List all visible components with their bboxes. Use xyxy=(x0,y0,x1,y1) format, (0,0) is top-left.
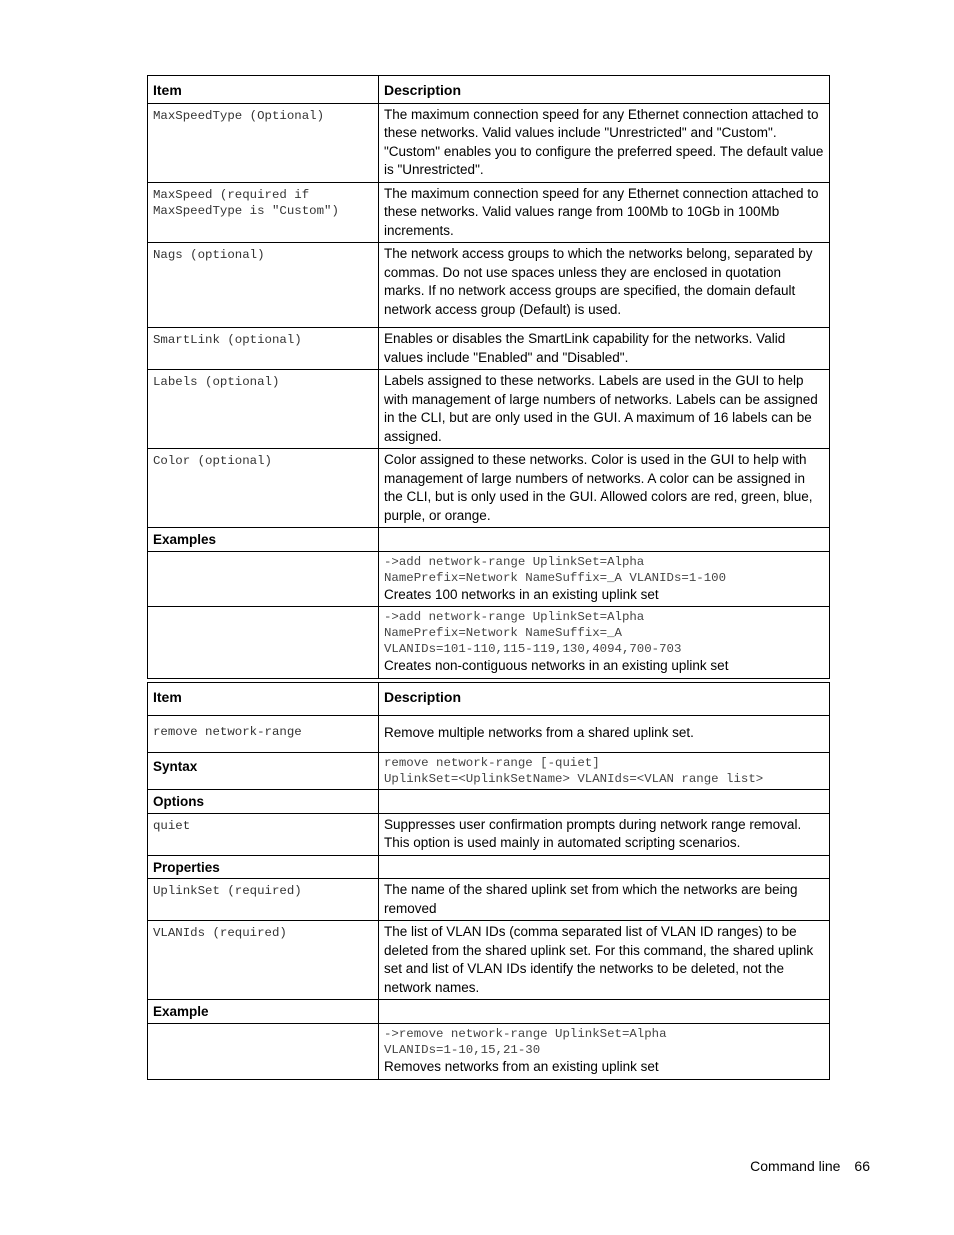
description-cell: Color assigned to these networks. Color is used in the GUI to help with management of large numbers of networks. A color can be assigned in the CLI, but is only used in the GUI. Allowed colors are red, green, blue, purple, or orange. xyxy=(379,449,830,528)
item-cell: SmartLink (optional) xyxy=(148,328,379,370)
section-row-properties xyxy=(148,855,830,879)
syntax-heading: Syntax xyxy=(148,753,379,790)
example-code: ->add network-range UplinkSet=Alpha NamePrefix=Network NameSuffix=_A VLANIDs=1-100 xyxy=(384,554,727,585)
header-description: Description xyxy=(379,683,830,716)
header-item: Item xyxy=(148,683,379,716)
table-row xyxy=(148,813,830,855)
properties-heading: Properties xyxy=(148,855,379,879)
command-table xyxy=(147,682,830,1080)
example-cell xyxy=(379,1023,830,1080)
example-code: ->add network-range UplinkSet=Alpha NamePrefix=Network NameSuffix=_A VLANIDs=101-110,115-119,130,4094,700-703 xyxy=(384,610,682,656)
table-row xyxy=(148,103,830,182)
description-cell: Enables or disables the SmartLink capability for the networks. Valid values include "Enabled" and "Disabled". xyxy=(379,328,830,370)
table-row xyxy=(148,879,830,921)
example-caption: Creates 100 networks in an existing uplink set xyxy=(384,586,659,602)
example-cell xyxy=(379,607,830,679)
syntax-cell xyxy=(379,753,830,790)
example-row xyxy=(148,607,830,679)
page-footer xyxy=(736,1158,870,1174)
syntax-row xyxy=(148,753,830,790)
page-number: 66 xyxy=(854,1158,870,1174)
option-description: Suppresses user confirmation prompts during network range removal. This option is used mainly in automated scripting scenarios. xyxy=(379,813,830,855)
table-row xyxy=(148,328,830,370)
properties-table xyxy=(147,75,830,679)
property-name: UplinkSet (required) xyxy=(148,879,379,921)
item-cell: Labels (optional) xyxy=(148,370,379,449)
item-cell: MaxSpeedType (Optional) xyxy=(148,103,379,182)
description-cell: The maximum connection speed for any Ethernet connection attached to these networks. Valid values range from 100Mb to 10Gb in 100Mb increments. xyxy=(379,182,830,243)
table-header xyxy=(148,683,830,716)
example-code: ->remove network-range UplinkSet=Alpha VLANIDs=1-10,15,21-30 xyxy=(384,1026,667,1057)
empty-cell xyxy=(148,607,379,679)
example-caption: Creates non-contiguous networks in an existing uplink set xyxy=(384,658,729,673)
empty-cell xyxy=(379,855,830,879)
property-name: VLANIds (required) xyxy=(148,921,379,1000)
item-cell: Color (optional) xyxy=(148,449,379,528)
table-header xyxy=(148,76,830,104)
item-cell: MaxSpeed (required if MaxSpeedType is "Custom") xyxy=(148,182,379,243)
empty-cell xyxy=(379,790,830,814)
description-cell: The maximum connection speed for any Ethernet connection attached to these networks. Valid values include "Unrestricted" and "Custom". "Custom" enables you to configure the preferred speed. The default value is "Unrestricted". xyxy=(379,103,830,182)
section-row-options xyxy=(148,790,830,814)
table-row xyxy=(148,921,830,1000)
examples-heading: Examples xyxy=(148,528,379,552)
empty-cell xyxy=(148,1023,379,1080)
description-cell: Labels assigned to these networks. Labels are used in the GUI to help with management of large numbers of networks. Labels can be assigned in the CLI, but are only used in the GUI. A maximum of 16 labels can be assigned. xyxy=(379,370,830,449)
property-description: The name of the shared uplink set from which the networks are being removed xyxy=(379,879,830,921)
header-item: Item xyxy=(148,76,379,104)
empty-cell xyxy=(379,528,830,552)
table-row xyxy=(148,449,830,528)
table-row xyxy=(148,370,830,449)
example-cell xyxy=(379,551,830,607)
command-row xyxy=(148,716,830,753)
empty-cell xyxy=(148,551,379,607)
footer-section-title: Command line xyxy=(750,1158,841,1174)
description-cell: The network access groups to which the networks belong, separated by commas. Do not use spaces unless they are enclosed in quotation marks. If no network access groups are specified, the domain default network access group (Default) is used. xyxy=(379,243,830,328)
option-name: quiet xyxy=(148,813,379,855)
command-description: Remove multiple networks from a shared uplink set. xyxy=(379,716,830,753)
example-row xyxy=(148,551,830,607)
item-cell: Nags (optional) xyxy=(148,243,379,328)
example-heading: Example xyxy=(148,1000,379,1024)
section-row-examples xyxy=(148,528,830,552)
syntax-code: remove network-range [-quiet] UplinkSet=<UplinkSetName> VLANIds=<VLAN range list> xyxy=(384,756,764,786)
command-name: remove network-range xyxy=(148,716,379,753)
section-row-example xyxy=(148,1000,830,1024)
table-row xyxy=(148,243,830,328)
header-description: Description xyxy=(379,76,830,104)
property-description: The list of VLAN IDs (comma separated list of VLAN ID ranges) to be deleted from the shared uplink set. For this command, the shared uplink set and list of VLAN IDs identify the networks to be deleted, not the network names. xyxy=(379,921,830,1000)
options-heading: Options xyxy=(148,790,379,814)
empty-cell xyxy=(379,1000,830,1024)
example-row xyxy=(148,1023,830,1080)
table-row xyxy=(148,182,830,243)
example-caption: Removes networks from an existing uplink set xyxy=(384,1058,659,1074)
